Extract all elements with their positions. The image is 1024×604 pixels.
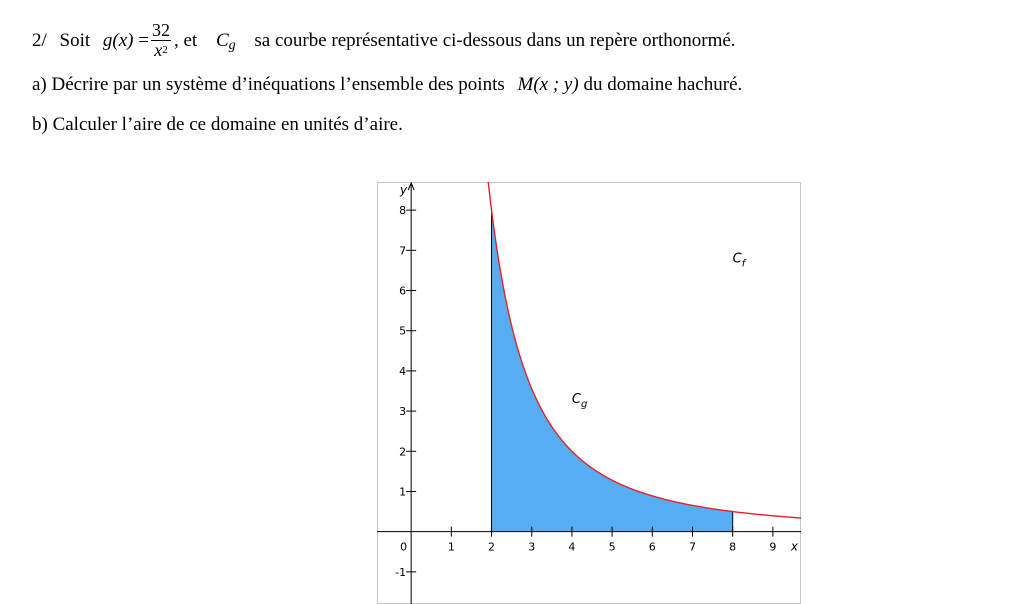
function-name: g(x) [102, 29, 134, 51]
function-graph [377, 182, 801, 604]
x-tick-label: 8 [729, 540, 737, 554]
y-tick-label: 3 [399, 405, 407, 419]
fraction-denominator: x [154, 40, 163, 60]
fraction-exponent: 2 [162, 44, 168, 56]
intro-word: Soit [59, 29, 91, 51]
y-tick-label: 7 [399, 244, 407, 258]
question-b [32, 113, 403, 137]
x-tick-label: 9 [769, 540, 777, 554]
curve-label-f: $C_f$ [732, 251, 746, 270]
intro-rest: sa courbe représentative ci-dessous dans un repère orthonormé. [254, 29, 736, 51]
connector-text: , et [173, 29, 198, 51]
curve-letter: C [215, 29, 229, 51]
x-tick-label: 5 [608, 540, 616, 554]
x-tick-label: 4 [568, 540, 576, 554]
y-tick-label: 6 [399, 284, 407, 298]
y-tick-label: 8 [399, 204, 407, 218]
exercise-statement [32, 22, 736, 61]
question-b-label: b) [32, 114, 48, 135]
graph-frame [378, 183, 801, 604]
curve-label-subscript: g [580, 399, 588, 411]
question-b-text: Calculer l’aire de ce domaine en unités d’aire. [52, 114, 403, 135]
y-tick-label: 4 [399, 364, 407, 378]
y-tick-label: 1 [399, 485, 407, 499]
y-tick-label: -1 [395, 565, 407, 579]
question-a-text: Décrire par un système d’inéquations l’ensemble des points [51, 74, 505, 95]
origin-label: 0 [400, 540, 408, 554]
x-tick-label: 1 [447, 540, 455, 554]
y-axis-label: y [400, 183, 408, 197]
curve-subscript: g [228, 37, 236, 53]
question-a-label: a) [32, 74, 47, 95]
fraction [151, 20, 171, 59]
exercise-number: 2/ [32, 29, 47, 51]
x-axis-label: x [790, 539, 798, 554]
fraction-numerator: 32 [151, 20, 170, 40]
curve-label-g: $C_g$ [571, 392, 588, 411]
shaded-domain [492, 210, 733, 532]
equals-sign: = [138, 29, 149, 51]
question-a-text-end: du domaine hachuré. [583, 74, 743, 95]
y-tick-label: 5 [399, 324, 407, 338]
y-tick-label: 2 [399, 445, 407, 459]
question-a [32, 73, 742, 97]
x-tick-label: 6 [648, 540, 656, 554]
x-tick-label: 7 [688, 540, 696, 554]
question-a-math: M(x ; y) [517, 74, 579, 95]
curve-label-subscript: f [741, 258, 746, 270]
x-tick-label: 3 [528, 540, 536, 554]
x-tick-label: 2 [488, 540, 496, 554]
